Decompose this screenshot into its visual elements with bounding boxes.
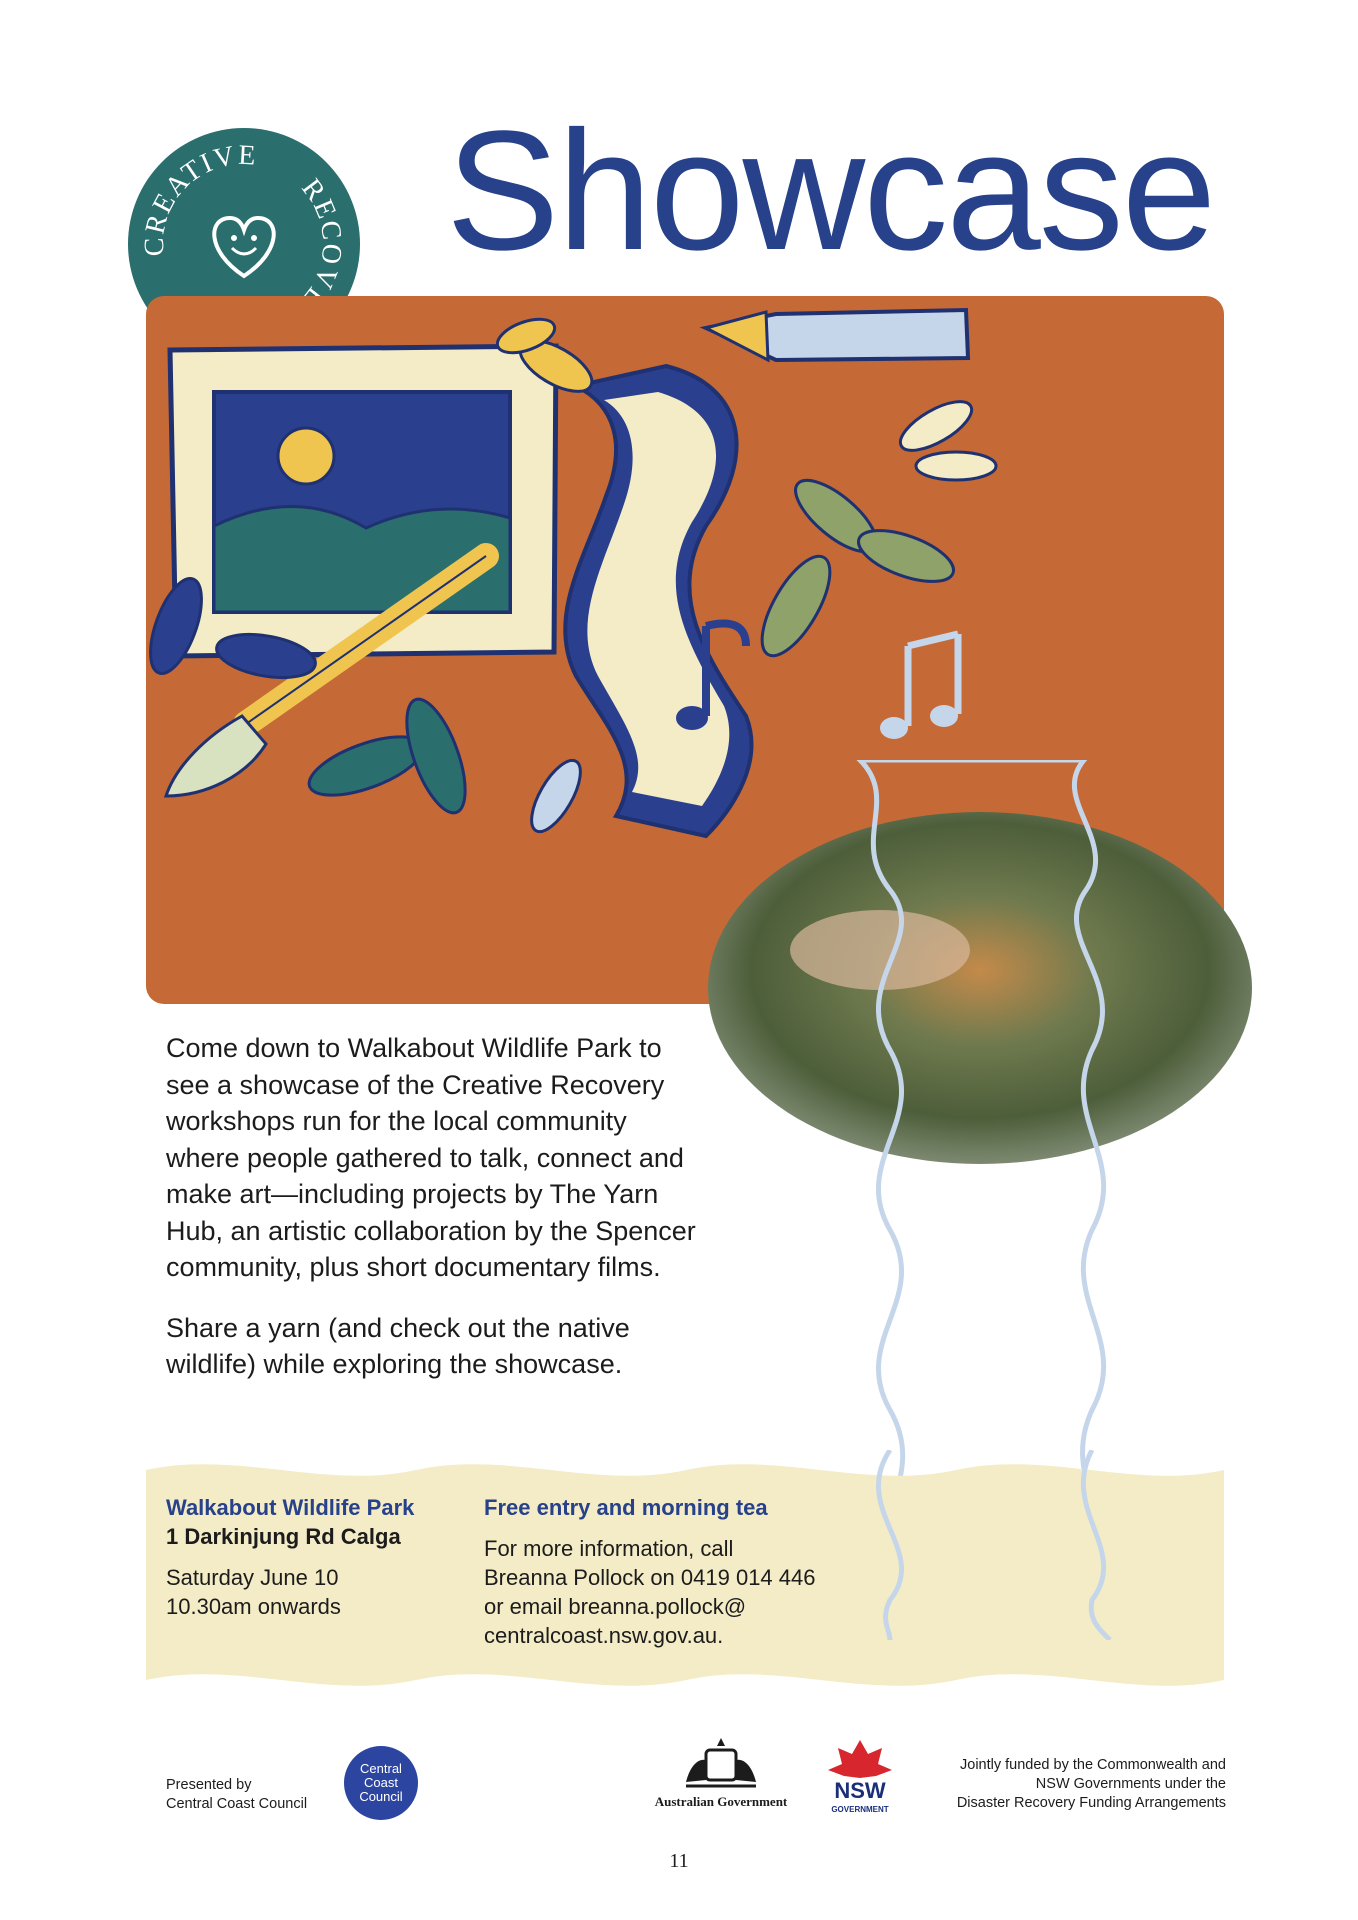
venue-address: 1 Darkinjung Rd Calga <box>166 1524 401 1549</box>
waratah-icon <box>822 1736 898 1816</box>
funded-line-2: NSW Governments under the <box>1035 1776 1226 1792</box>
funded-line-3: Disaster Recovery Funding Arrangements <box>956 1795 1226 1811</box>
nsw-sub-label: GOVERNMENT <box>831 1805 889 1814</box>
event-date: Saturday June 10 <box>166 1565 339 1590</box>
nsw-label: NSW <box>834 1778 886 1803</box>
presenter-name: Central Coast Council <box>166 1796 308 1812</box>
funded-line-1: Jointly funded by the Commonwealth and <box>960 1757 1226 1773</box>
presented-by <box>166 1776 307 1814</box>
page-title: Showcase <box>446 96 1215 286</box>
funding-statement <box>900 1756 1226 1813</box>
ccc-logo-line-1: Central <box>360 1761 402 1776</box>
info-line-2: Breanna Pollock on 0419 014 446 <box>484 1565 816 1590</box>
hand-shape <box>790 910 970 990</box>
info-line-4: centralcoast.nsw.gov.au. <box>484 1623 724 1648</box>
aus-gov-label: Australian Government <box>654 1794 788 1809</box>
intro-paragraph: Come down to Walkabout Wildlife Park to see a showcase of the Creative Recovery workshops run for the local community where people gathered to talk, connect and make art—including projects by The Yarn Hub, an artistic collaboration by the Spencer community, plus short documentary films. <box>166 1033 696 1282</box>
second-paragraph: Share a yarn (and check out the native wildlife) while exploring the showcase. <box>166 1312 630 1379</box>
body-text <box>166 1030 706 1407</box>
venue-name: Walkabout Wildlife Park <box>166 1495 415 1520</box>
presented-label: Presented by <box>166 1777 252 1793</box>
coat-of-arms-icon <box>646 1736 796 1794</box>
central-coast-council-logo <box>344 1746 418 1820</box>
picture-frame-icon <box>170 346 556 656</box>
badge-top-text: CREATIVE <box>138 139 259 257</box>
event-info-block <box>484 1493 815 1650</box>
event-location-block <box>166 1493 414 1621</box>
event-time: 10.30am onwards <box>166 1594 341 1619</box>
entry-heading: Free entry and morning tea <box>484 1495 768 1520</box>
bouquet-photo <box>708 812 1252 1164</box>
nsw-government-logo <box>822 1736 898 1816</box>
info-line-3: or email breanna.pollock@ <box>484 1594 747 1619</box>
ccc-logo-line-3: Council <box>359 1789 403 1804</box>
badge-right-text: RECOV <box>295 173 348 295</box>
info-line-1: For more information, call <box>484 1536 734 1561</box>
page-number: 11 <box>669 1850 689 1872</box>
ccc-logo-line-2: Coast <box>364 1775 398 1790</box>
australian-government-logo <box>646 1736 796 1814</box>
